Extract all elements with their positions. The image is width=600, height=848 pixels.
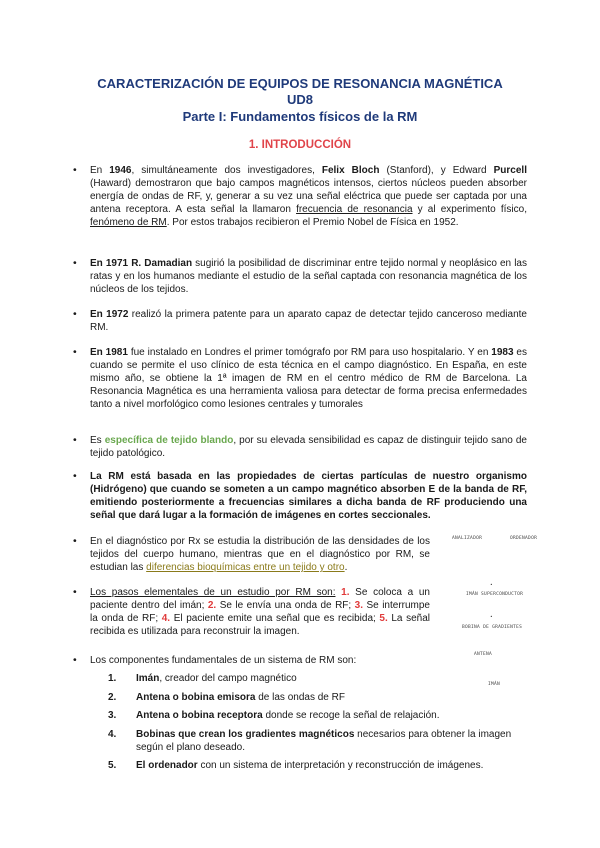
bullet-icon: • [73, 346, 77, 358]
bullet-icon: • [73, 257, 77, 269]
figure-label-computer: ORDENADOR [510, 536, 538, 541]
section-heading: 1. INTRODUCCIÓN [248, 139, 352, 151]
paragraph-1972: En 1972 realizó la primera patente para un aparato capaz de detectar tejido canceroso mediante RM. [90, 309, 527, 334]
figure-label-antenna: ANTENA [474, 652, 493, 657]
list-item: 2. Antena o bobina emisora de las ondas de RF [108, 691, 345, 703]
bullet-icon: • [73, 434, 77, 446]
paragraph-steps: Los pasos elementales de un estudio por RM son: 1. Se coloca a un paciente dentro del imán; 2. Se le envía una onda de RF; 3. Se interrumpe la onda de RF; 4. El paciente emite una señal que es recibida; 5. La señal recibida es utilizada para reconstruir la imagen. [90, 587, 431, 638]
figure-dot: • [490, 583, 494, 588]
list-item: 1. Imán, creador del campo magnético [108, 673, 297, 684]
list-item: 3. Antena o bobina receptora donde se recoge la señal de relajación. [108, 710, 440, 721]
figure-dot: • [490, 615, 494, 620]
bullet-icon: • [73, 535, 77, 547]
paragraph-1946: En 1946, simultáneamente dos investigadores, Felix Bloch (Stanford), y Edward Purcell (Haward) demostraron que bajo campos magnéticos intensos, ciertos núcleos pueden absorber energía de ondas de RF, y, generar a su vez una señal eléctrica que puede ser captada por una antena receptora. A esta señal la llamaron frecuencia de resonancia y al experimento físico, fenómeno de RM. Por estos trabajos recibieron el Premio Nobel de Física en 1952. [90, 165, 527, 229]
bullet-icon: • [73, 586, 77, 598]
figure-label-analyzer: ANALIZADOR [452, 536, 483, 541]
figure-label-superconducting-magnet: IMÁN SUPERCONDUCTOR [466, 592, 524, 597]
paragraph-components: Los componentes fundamentales de un sistema de RM son: [90, 655, 357, 666]
paragraph-soft-tissue: Es específica de tejido blando, por su elevada sensibilidad es capaz de distinguir tejido sano de tejido patológico. [90, 435, 527, 460]
list-item: 4. Bobinas que crean los gradientes magnéticos necesarios para obtener la imagen según el plano deseado. [108, 728, 512, 753]
unit-label: UD8 [286, 92, 313, 107]
paragraph-rm-basis: La RM está basada en las propiedades de ciertas partículas de nuestro organismo (Hidrógeno) que cuando se someten a un campo magnético absorben E de la banda de RF, emitiendo posteriormente a frecuencias similares a dicha banda de RF produciendo una señal que dará lugar a la formación de imágenes en cortes seccionales. [90, 471, 527, 522]
bullet-icon: • [73, 470, 77, 482]
figure-label-magnet: IMÁN [488, 682, 501, 687]
paragraph-rx-vs-rm: En el diagnóstico por Rx se estudia la distribución de las densidades de los tejidos del cuerpo humano, mientras que en el diagnóstico por RM, se estudian las diferencias bioquímicas entre un tejido y otro. [90, 536, 430, 574]
document-subtitle: Parte I: Fundamentos físicos de la RM [182, 109, 418, 124]
paragraph-1981: En 1981 fue instalado en Londres el primer tomógrafo por RM para uso hospitalario. Y en 1983 es cuando se permite el uso clínico de esta técnica en el campo diagnóstico. En España, en este mismo año, se obtiene la 1ª imagen de RM en el centro médico de RM de Barcelona. La Resonancia Magnética es una herramienta valiosa para detectar de forma precisa enfermedades tanto a nivel morfológico como lesiones centrales y tumorales [90, 347, 527, 411]
components-list [108, 672, 528, 778]
bullet-icon: • [73, 308, 77, 320]
bullet-icon: • [73, 164, 77, 176]
bullet-icon: • [73, 654, 77, 666]
figure-label-gradient-coil: BOBINA DE GRADIENTES [462, 625, 523, 630]
document-title: CARACTERIZACIÓN DE EQUIPOS DE RESONANCIA MAGNÉTICA [97, 76, 503, 91]
paragraph-1971: En 1971 R. Damadian sugirió la posibilidad de discriminar entre tejido normal y neoplásico en las ratas y en los humanos mediante el estudio de la señal captada con resonancia magnética de los núcleos de los tejidos. [90, 258, 527, 296]
list-item: 5. El ordenador con un sistema de interpretación y reconstrucción de imágenes. [108, 760, 484, 771]
